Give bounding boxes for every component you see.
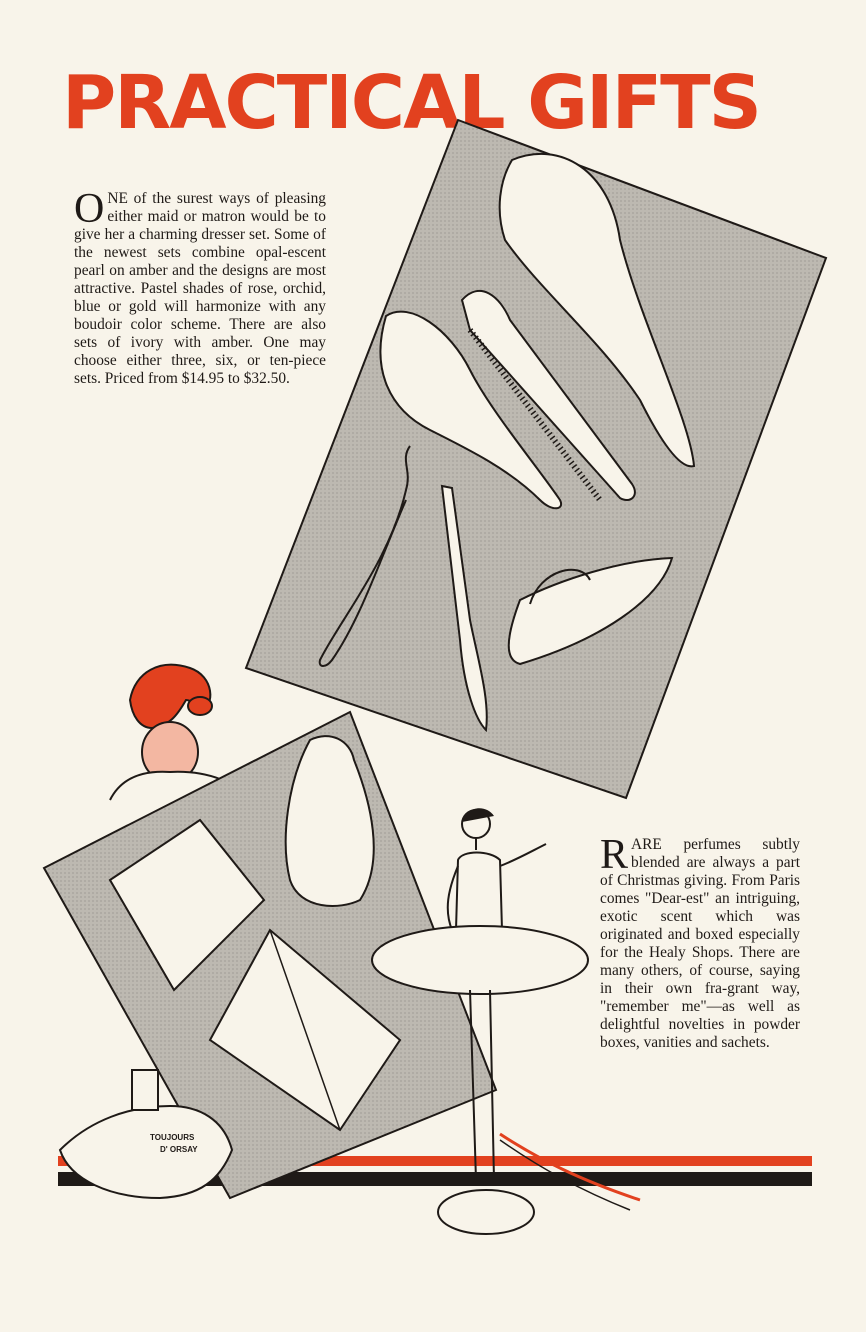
ballerina-bodice [456, 853, 502, 931]
statuette-base [438, 1190, 534, 1234]
perfume-dropcap: R [600, 832, 629, 878]
page-title: PRACTICAL GIFTS [62, 60, 760, 146]
perfume-text: ARE perfumes subtly blended are always a part of Christmas giving. From Paris comes "Dear-est" an intriguing, exotic scent which was originated and boxed especially for the Healy Shops. There are many others, of course, saying in their own fra-grant way, "remember me"—as well as delightful novelties in powder boxes, vanities and sachets. [600, 836, 800, 1051]
ballerina-tutu [372, 926, 588, 994]
dresser-set-panel [246, 120, 826, 798]
dresser-set-text: NE of the surest ways of pleasing either maid or matron would be to give her a charming dresser set. Some of the newest sets combine opal-escent pearl on amber and the designs are most attractive. Pastel shades of rose, orchid, blue or gold will harmonize with any boudoir color scheme. There are also sets of ivory with amber. One may choose either three, six, or ten-piece sets. Priced from $14.95 to $32.50. [74, 190, 326, 387]
bottle-label-line-1: TOUJOURS [150, 1133, 195, 1142]
dresser-set-dropcap: O [74, 186, 105, 232]
bottle-stopper [132, 1070, 158, 1110]
bottle-label-line-2: D' ORSAY [160, 1145, 198, 1154]
